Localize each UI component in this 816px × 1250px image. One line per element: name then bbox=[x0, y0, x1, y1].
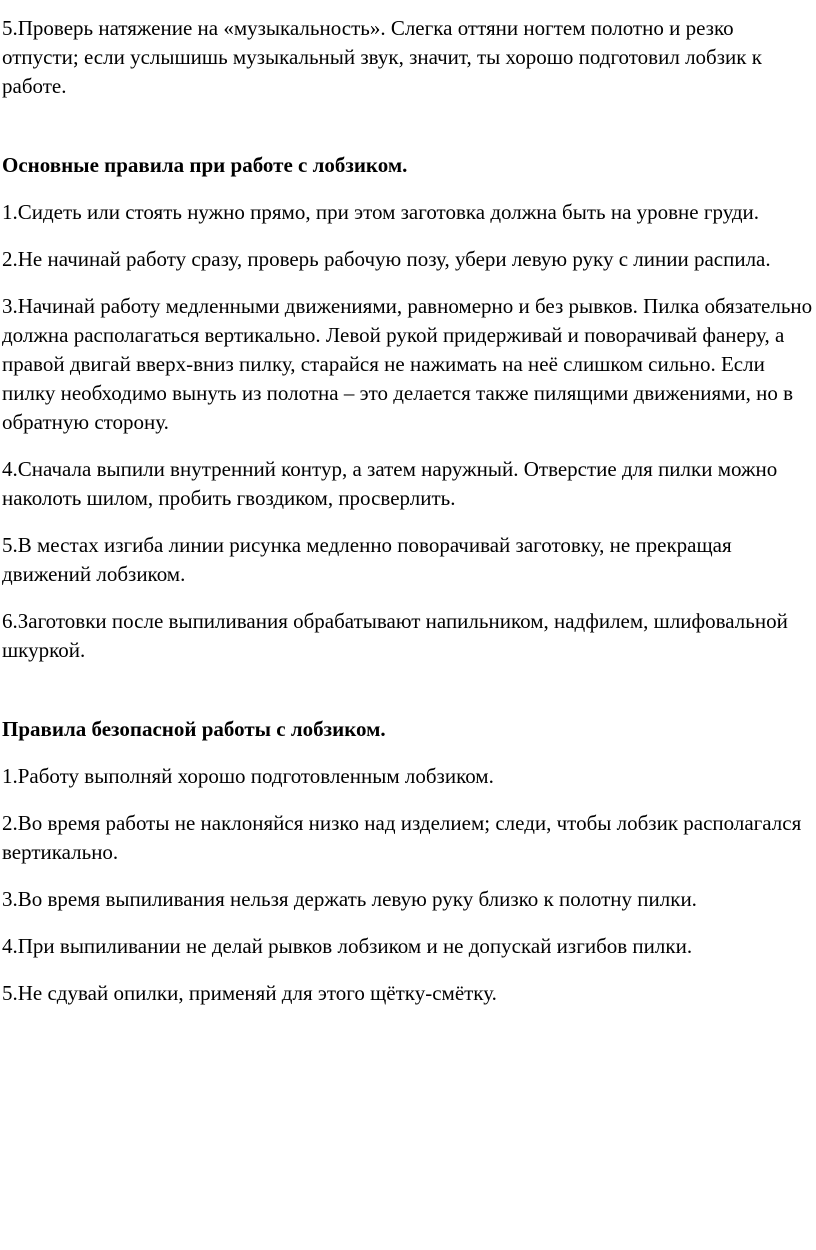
safety-heading: Правила безопасной работы с лобзиком. bbox=[2, 717, 386, 741]
intro-paragraph: 5.Проверь натяжение на «музыкальность». Слегка оттяни ногтем полотно и резко отпусти; если услышишь музыкальный звук, значит, ты хорошо подготовил лобзик к работе. bbox=[2, 16, 762, 98]
safety-item-2: 2.Во время работы не наклоняйся низко над изделием; следи, чтобы лобзик располагался вертикально. bbox=[2, 811, 802, 864]
rules-item-2: 2.Не начинай работу сразу, проверь рабочую позу, убери левую руку с линии распила. bbox=[2, 247, 771, 271]
rules-item-5: 5.В местах изгиба линии рисунка медленно поворачивай заготовку, не прекращая движений лобзиком. bbox=[2, 533, 732, 586]
rules-item-3: 3.Начинай работу медленными движениями, равномерно и без рывков. Пилка обязательно должна располагаться вертикально. Левой рукой придерживай и поворачивай фанеру, а правой двигай вверх-вниз пилку, старайся не нажимать на неё слишком сильно. Если пилку необходимо вынуть из полотна – это делается также пилящими движениями, но в обратную сторону. bbox=[2, 294, 813, 434]
safety-item-1: 1.Работу выполняй хорошо подготовленным лобзиком. bbox=[2, 764, 494, 788]
safety-item-3: 3.Во время выпиливания нельзя держать левую руку близко к полотну пилки. bbox=[2, 887, 697, 911]
rules-heading: Основные правила при работе с лобзиком. bbox=[2, 153, 408, 177]
safety-item-5: 5.Не сдувай опилки, применяй для этого щётку-смётку. bbox=[2, 981, 497, 1005]
safety-item-4: 4.При выпиливании не делай рывков лобзиком и не допускай изгибов пилки. bbox=[2, 934, 693, 958]
rules-item-4: 4.Сначала выпили внутренний контур, а затем наружный. Отверстие для пилки можно наколоть шилом, пробить гвоздиком, просверлить. bbox=[2, 457, 778, 510]
rules-item-1: 1.Сидеть или стоять нужно прямо, при этом заготовка должна быть на уровне груди. bbox=[2, 200, 760, 224]
rules-item-6: 6.Заготовки после выпиливания обрабатывают напильником, надфилем, шлифовальной шкуркой. bbox=[2, 609, 788, 662]
